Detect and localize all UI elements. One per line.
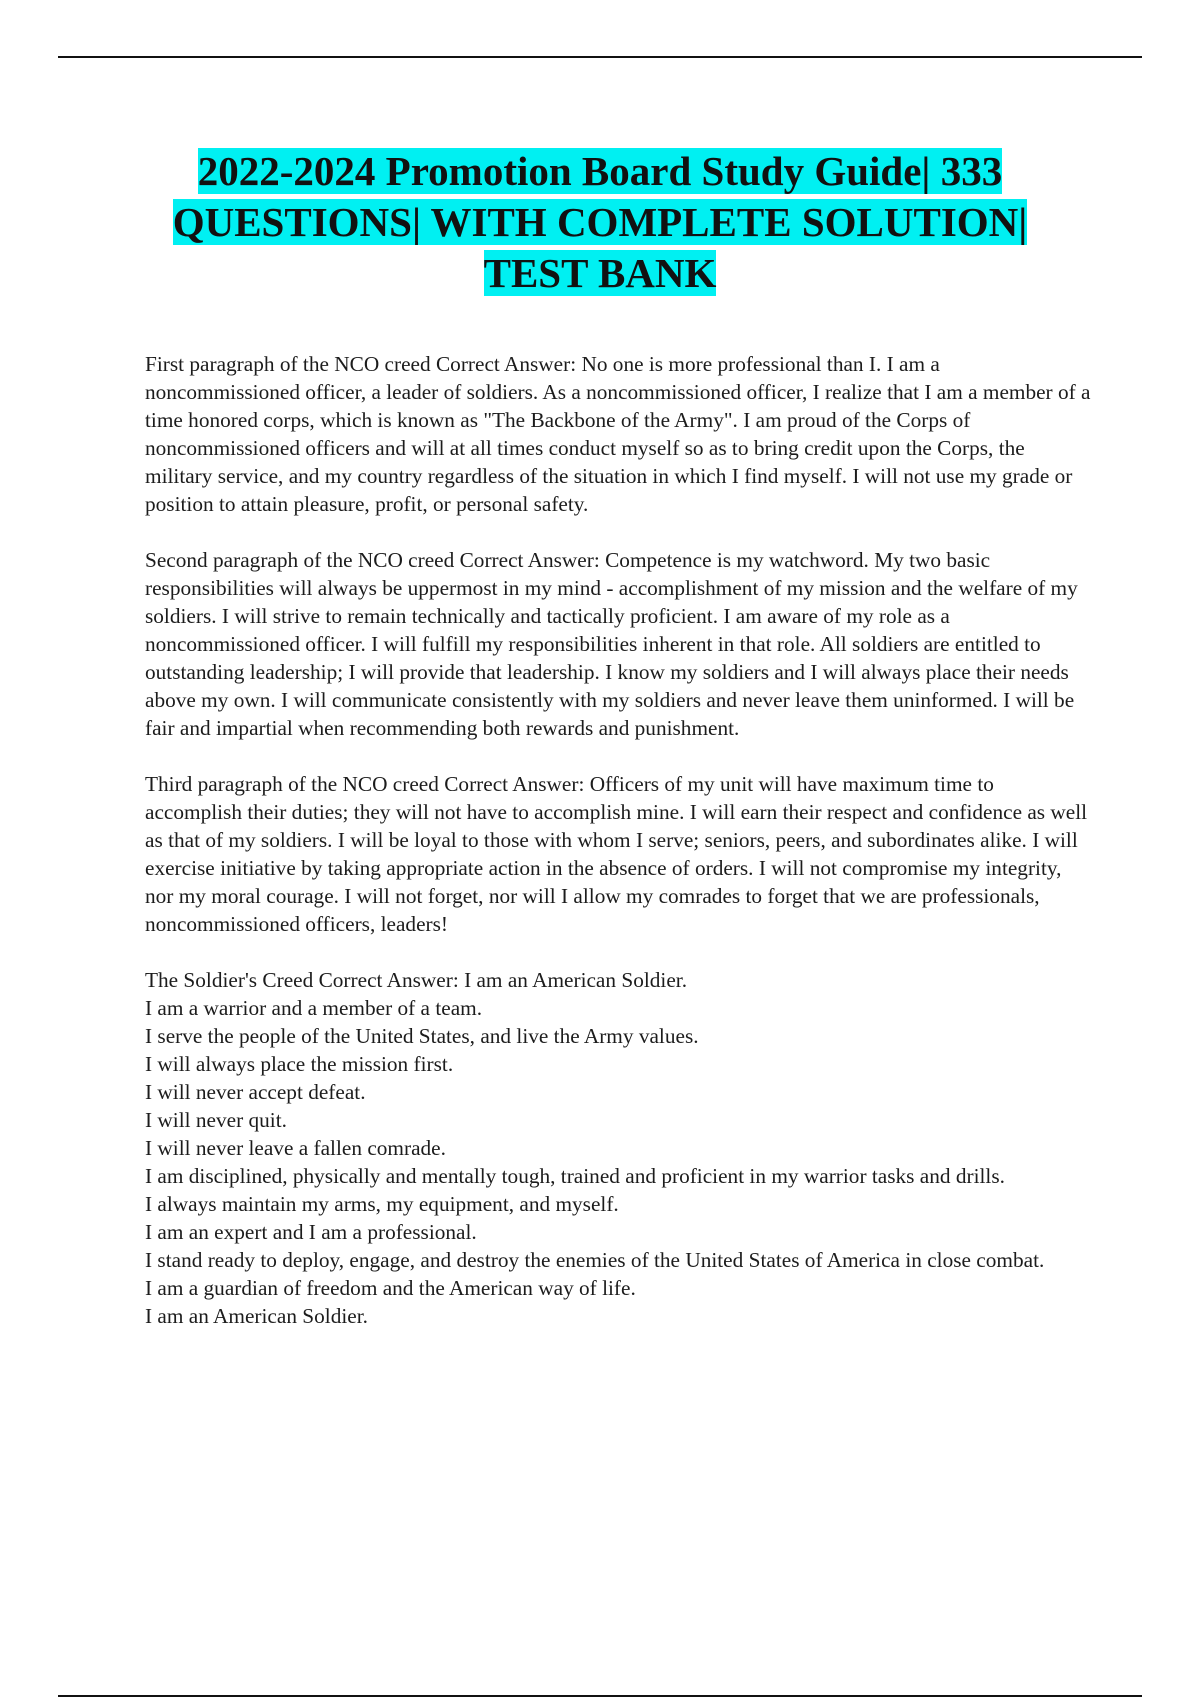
creed-line: I will always place the mission first. (145, 1052, 454, 1076)
creed-line: I will never leave a fallen comrade. (145, 1136, 446, 1160)
title-line: 2022-2024 Promotion Board Study Guide| 333 (197, 148, 1003, 194)
creed-line: I will never quit. (145, 1108, 287, 1132)
document-body (145, 350, 1095, 1330)
creed-line: I am an expert and I am a professional. (145, 1220, 477, 1244)
creed-line: I always maintain my arms, my equipment, and myself. (145, 1192, 619, 1216)
document-title (80, 146, 1120, 299)
creed-line: I am a guardian of freedom and the American way of life. (145, 1276, 636, 1300)
nco-creed-paragraph-1: First paragraph of the NCO creed Correct Answer: No one is more professional than I. I am a noncommissioned officer, a leader of soldiers. As a noncommissioned officer, I realize that I am a member of a time honored corps, which is known as "The Backbone of the Army". I am proud of the Corps of noncommissioned officers and will at all times conduct myself so as to bring credit upon the Corps, the military service, and my country regardless of the situation in which I find myself. I will not use my grade or position to attain pleasure, profit, or personal safety. (145, 352, 1091, 516)
title-line: TEST BANK (483, 250, 717, 296)
creed-line: I will never accept defeat. (145, 1080, 366, 1104)
creed-line: I stand ready to deploy, engage, and destroy the enemies of the United States of America in close combat. (145, 1248, 1045, 1272)
creed-line: I am disciplined, physically and mentally tough, trained and proficient in my warrior tasks and drills. (145, 1164, 1005, 1188)
title-line: QUESTIONS| WITH COMPLETE SOLUTION| (172, 199, 1028, 245)
creed-line: The Soldier's Creed Correct Answer: I am an American Soldier. (145, 968, 688, 992)
creed-line: I am an American Soldier. (145, 1304, 368, 1328)
bottom-rule (58, 1695, 1142, 1697)
top-rule (58, 56, 1142, 58)
nco-creed-paragraph-2: Second paragraph of the NCO creed Correct Answer: Competence is my watchword. My two basic responsibilities will always be uppermost in my mind - accomplishment of my mission and the welfare of my soldiers. I will strive to remain technically and tactically proficient. I am aware of my role as a noncommissioned officer. I will fulfill my responsibilities inherent in that role. All soldiers are entitled to outstanding leadership; I will provide that leadership. I know my soldiers and I will always place their needs above my own. I will communicate consistently with my soldiers and never leave them uninformed. I will be fair and impartial when recommending both rewards and punishment. (145, 548, 1078, 740)
creed-line: I am a warrior and a member of a team. (145, 996, 483, 1020)
soldiers-creed (145, 966, 1095, 1330)
nco-creed-paragraph-3: Third paragraph of the NCO creed Correct Answer: Officers of my unit will have maximum time to accomplish their duties; they will not have to accomplish mine. I will earn their respect and confidence as well as that of my soldiers. I will be loyal to those with whom I serve; seniors, peers, and subordinates alike. I will exercise initiative by taking appropriate action in the absence of orders. I will not compromise my integrity, nor my moral courage. I will not forget, nor will I allow my comrades to forget that we are professionals, noncommissioned officers, leaders! (145, 772, 1088, 936)
creed-line: I serve the people of the United States, and live the Army values. (145, 1024, 699, 1048)
